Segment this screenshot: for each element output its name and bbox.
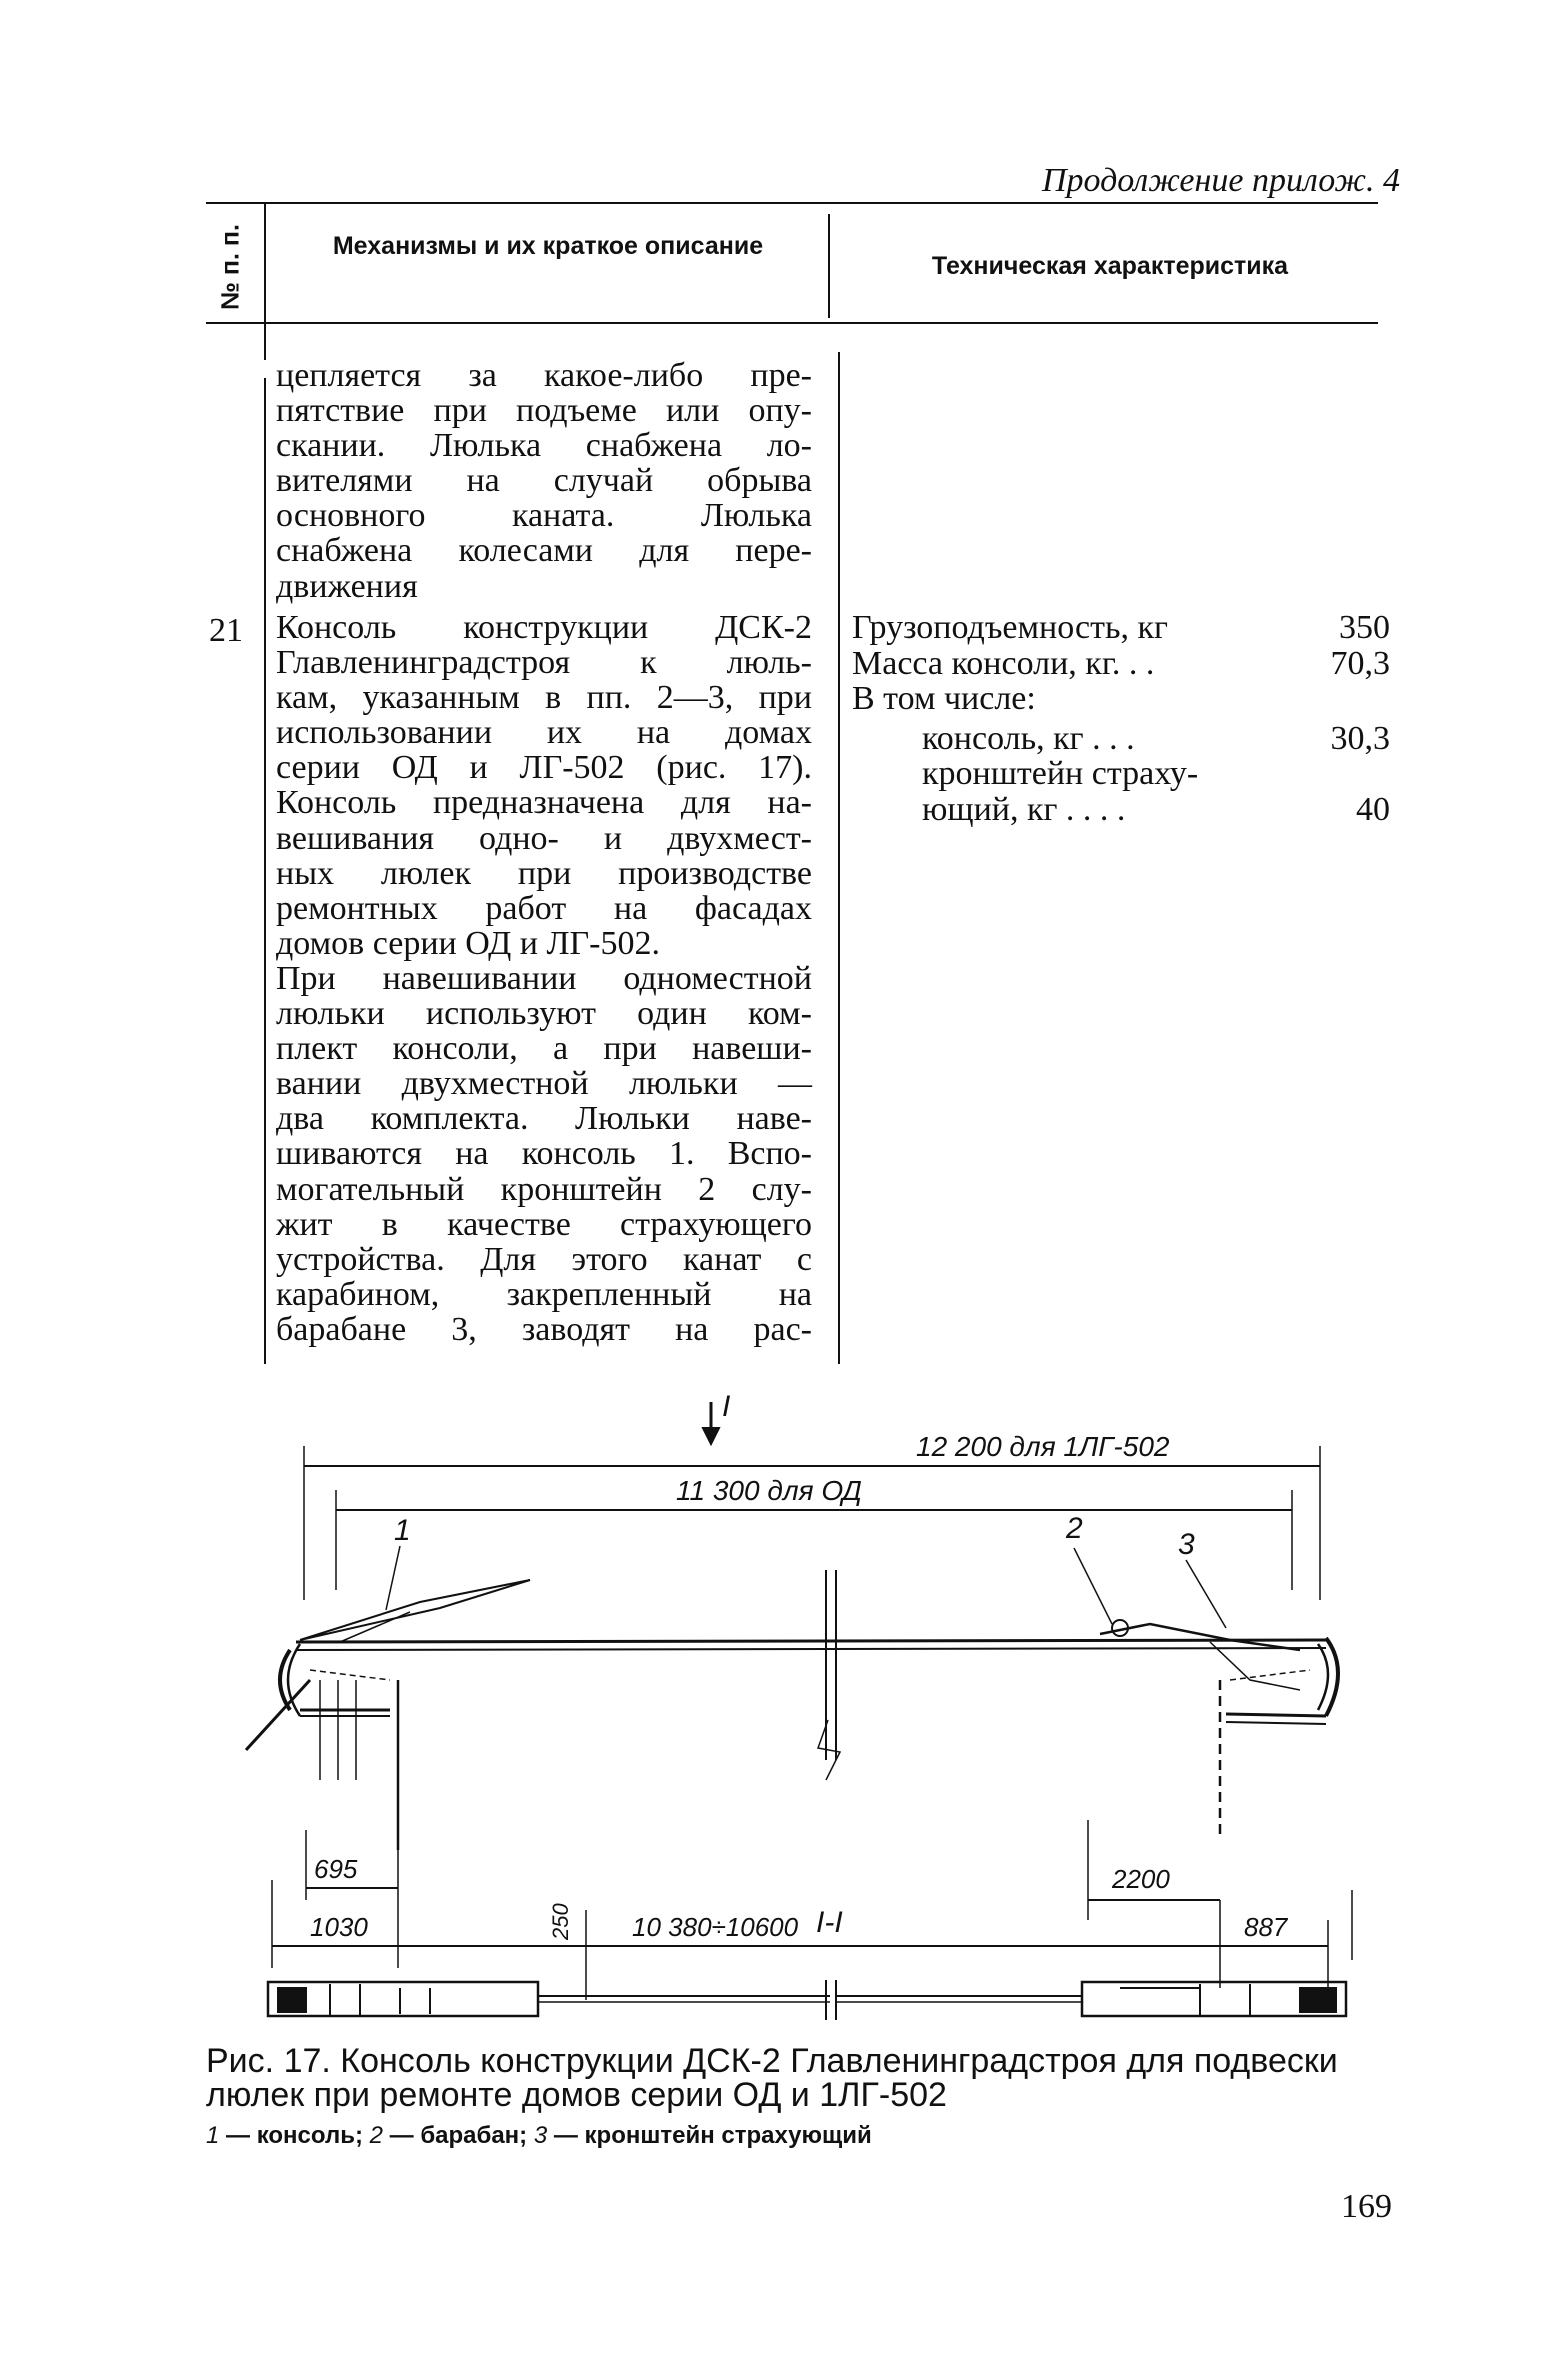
svg-text:887: 887 [1244,1912,1288,1942]
figure-legend [206,2122,872,2150]
text-line: люльки используют один ком- [276,995,812,1033]
text-line: шиваются на консоль 1. Вспо- [276,1135,812,1173]
svg-text:12 200 для 1ЛГ-502: 12 200 для 1ЛГ-502 [916,1431,1170,1462]
text-line: серии ОД и ЛГ-502 (рис. 17). [276,749,812,787]
legend-num: 3 [533,2122,548,2149]
spec-label: ющий, кг . . . . [922,790,1126,828]
table-divider-1b [264,378,266,1364]
text-line: плект консоли, а при навеши- [276,1030,812,1068]
text-line: использовании их на домах [276,714,812,752]
header-mechanisms: Механизмы и их краткое описание [332,232,764,260]
svg-text:10 380÷10600: 10 380÷10600 [632,1912,799,1942]
text-line: два комплекта. Люльки наве- [276,1100,812,1138]
header-number: № п. п. [216,224,245,310]
spec-row [852,646,1390,682]
section-title: I-I [816,1906,843,1939]
section-drawing [0,1880,1560,2040]
spec-label: В том числе: [852,680,1036,717]
continued-text [276,358,812,604]
spec-row [852,721,1390,757]
header-tech: Техническая характеристика [931,252,1289,280]
spec-row [852,610,1390,646]
legend-text: — кронштейн страхующий [553,2122,872,2149]
section-mark: I [722,1390,731,1423]
spec-row [852,681,1390,717]
text-line: снабжена колесами для пере- [276,532,812,570]
legend-text: — барабан; [389,2122,528,2149]
spec-row [852,792,1390,828]
table-header-rule [206,322,1378,324]
text-line: жит в качестве страхующего [276,1205,812,1243]
text-line: основного каната. Люлька [276,497,812,535]
row-number: 21 [209,612,243,649]
console-beam [246,1580,1338,1850]
text-line: Консоль предназначена для на- [276,784,812,822]
text-line: скании. Люлька снабжена ло- [276,427,812,465]
spec-row [852,756,1390,792]
legend-num: 1 [206,2122,220,2149]
spec-label: консоль, кг . . . [922,719,1135,757]
table-divider-2b [838,352,840,1364]
text-line: кам, указанным в пп. 2—3, при [276,679,812,717]
spec-value: 350 [1339,609,1390,646]
spec-value: 40 [1356,790,1390,828]
table-top-rule [206,202,1378,204]
spec-label: Грузоподъемность, кг [852,609,1168,646]
text-line: карабином, закрепленный на [276,1275,812,1313]
svg-text:11 300 для ОД: 11 300 для ОД [676,1475,862,1506]
dimension-total-od [336,1475,1292,1590]
text-line: устройства. Для этого канат с [276,1240,812,1278]
svg-text:2: 2 [1066,1512,1083,1545]
text-line: барабане 3, заводят на рас- [276,1310,812,1348]
text-line: движения [276,567,418,605]
svg-text:1030: 1030 [310,1912,368,1942]
spec-list [852,610,1390,827]
callouts [394,1512,1195,1561]
page-number: 169 [1341,2188,1392,2225]
svg-text:1: 1 [394,1514,411,1547]
text-line: пятствие при подъеме или опу- [276,392,812,430]
row-description [276,610,812,1347]
text-line: домов серии ОД и ЛГ-502. [276,924,660,962]
text-line: вании двухместной люльки — [276,1065,812,1103]
text-line: ремонтных работ на фасадах [276,889,812,927]
spec-value: 70,3 [1330,644,1390,682]
legend-text: — консоль; [226,2122,363,2149]
text-line: вителями на случай обрыва [276,462,812,500]
svg-text:250: 250 [548,1903,573,1940]
spec-label: Масса консоли, кг. . . [852,644,1155,682]
section-arrow [703,1390,730,1444]
figure-caption: Рис. 17. Консоль конструкции ДСК-2 Главленинградстроя для подвески люлек при ремонте домов серии ОД и 1ЛГ-502 [206,2042,1338,2114]
text-line: ных люлек при производстве [276,854,812,892]
spec-label: кронштейн страху- [922,755,1199,792]
running-head: Продолжение прилож. 4 [1041,162,1400,199]
svg-text:3: 3 [1178,1528,1195,1561]
break-marks [818,1570,840,1780]
svg-text:2200: 2200 [1112,1864,1170,1894]
text-line: При навешивании одноместной [276,959,812,997]
legend-num: 2 [369,2122,383,2149]
text-line: Главленинградстроя к люль- [276,644,812,682]
dimension-total-lg [304,1431,1320,1600]
text-line: вешивания одно- и двухмест- [276,819,812,857]
text-line: цепляется за какое-либо пре- [276,357,812,394]
spec-value: 30,3 [1330,719,1390,757]
svg-text:695: 695 [314,1854,358,1884]
text-line: Консоль конструкции ДСК-2 [276,609,812,646]
text-line: могательный кронштейн 2 слу- [276,1170,812,1208]
